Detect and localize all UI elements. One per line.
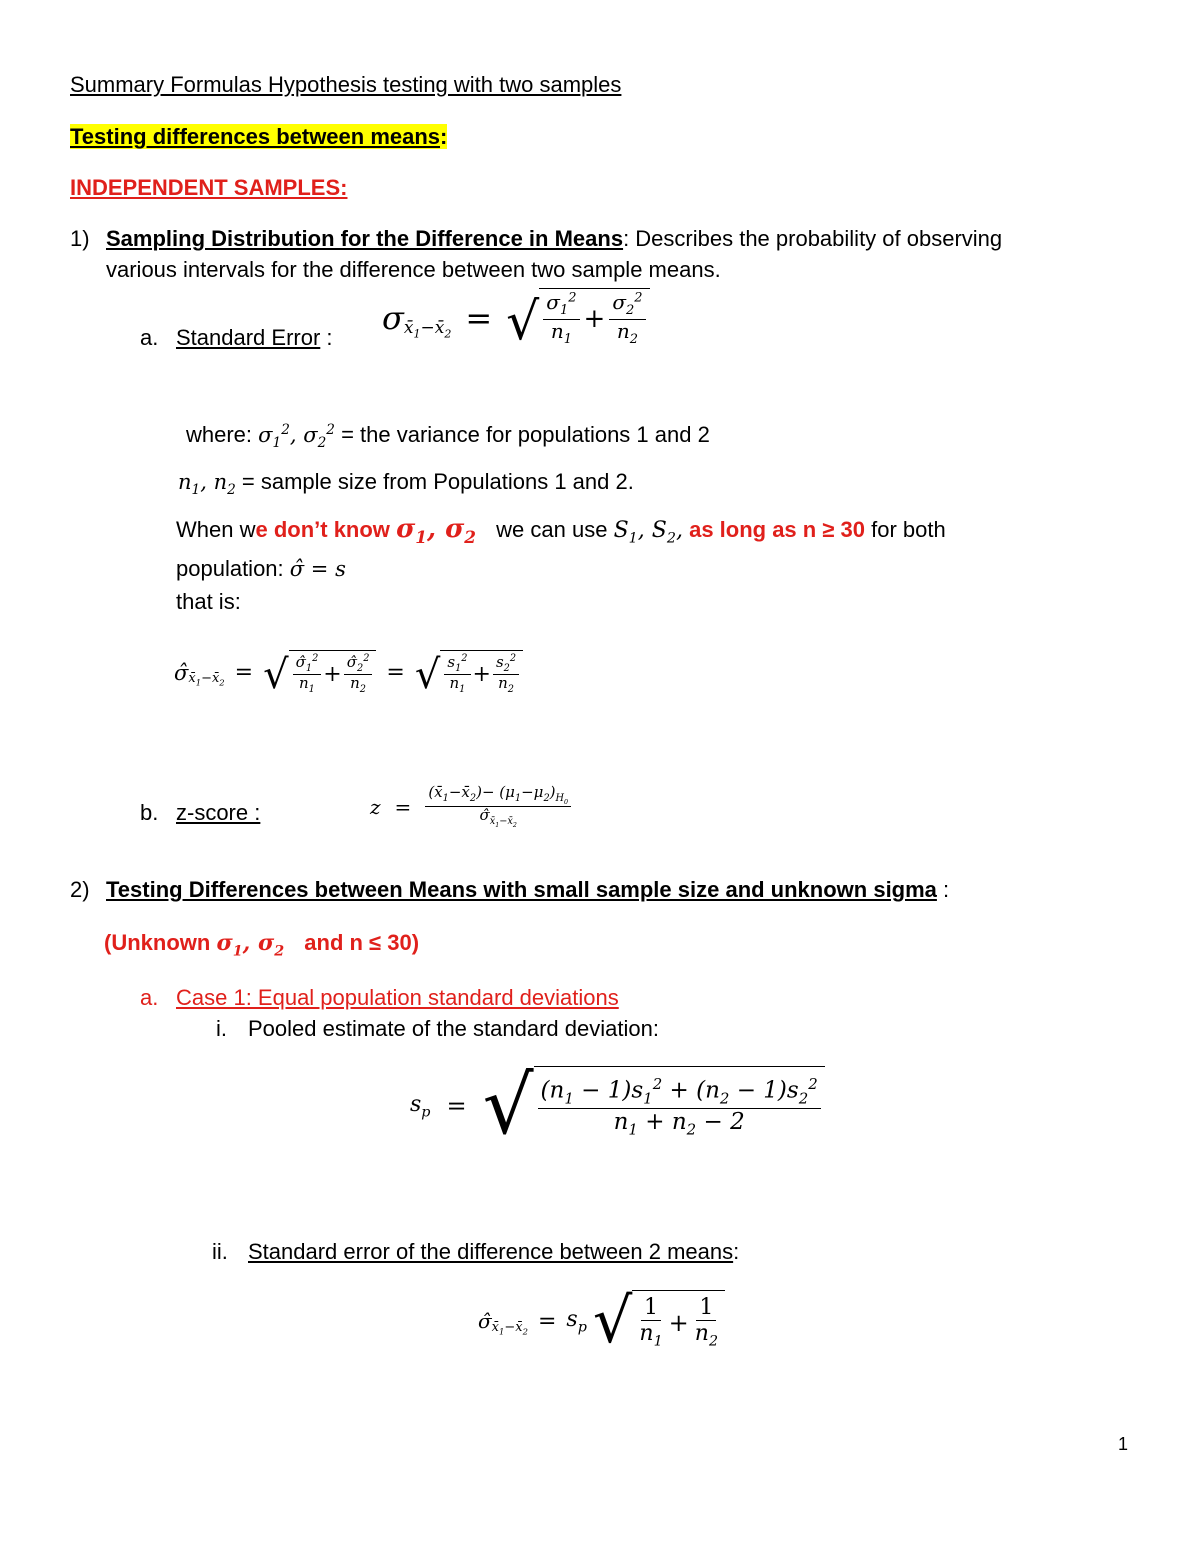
estimated-standard-error-formula: σ̂ $x̄_1-x̄_2$ = √ $\frac{\sigmâ_1^2}{n_1}$ + $\frac{\sigmâ_2^2}{n_2}$ = √ $\frac{s_1^2}{n_1}$ + $\frac{s_2^2}{n_2}$ bbox=[174, 650, 523, 695]
standard-error-diff-line: Standard error of the difference between 2 means: bbox=[248, 1239, 740, 1264]
pooled-sd-formula: $s_p$ = √ $\frac{(n_1 - 1)s_1^2 + (n_2 - 1)s_2^2}{n_1 + n_2 - 2}$ bbox=[410, 1066, 825, 1146]
that-is-line: that is: bbox=[176, 589, 241, 614]
where-n-line: $n_1$, $n_2$ = sample size from Populations 1 and 2. bbox=[178, 469, 634, 499]
item1-number: 1) bbox=[70, 226, 90, 251]
where-variance-line: where: $\sigma_1^2$, $\sigma_2^2$ = the variance for populations 1 and 2 bbox=[186, 422, 710, 452]
standard-error-formula: σ $x̄_1-x̄_2$ = √ $\frac{\sigma_1^2}{n_1}$ + $\frac{\sigma_2^2}{n_2}$ bbox=[382, 288, 650, 348]
item1-title: Sampling Distribution for the Difference in Means bbox=[106, 226, 624, 251]
page-number: 1 bbox=[1118, 1434, 1129, 1454]
standard-error-title: Standard Error bbox=[176, 325, 321, 350]
z-score-title: z-score : bbox=[176, 800, 261, 825]
pooled-standard-error-formula: σ̂ $x̄_1-x̄_2$ = $s_p$ √ $\frac{1}{n_1}$ + $\frac{1}{n_2}$ bbox=[478, 1290, 725, 1352]
item1-line2: various intervals for the difference between two sample means. bbox=[106, 257, 721, 282]
population-line: population: σ̂ = s bbox=[176, 556, 346, 581]
item2-title: Testing Differences between Means with small sample size and unknown sigma bbox=[106, 877, 937, 902]
item2-title-line: Testing Differences between Means with small sample size and unknown sigma : bbox=[106, 877, 950, 902]
when-line: When we don’t know $\sigma_1$, $\sigma_2$ we can use $S_1$, $S_2$, as long as n ≥ 30 for both bbox=[176, 514, 946, 548]
page-title-text: Summary Formulas Hypothesis testing with two samples bbox=[70, 72, 622, 97]
item1a-label: a. bbox=[140, 325, 159, 350]
case1-title: Case 1: Equal population standard deviations bbox=[176, 985, 619, 1010]
item2-i-label: i. bbox=[216, 1016, 227, 1041]
section-heading: Testing differences between means: bbox=[70, 124, 448, 149]
section-heading-text: Testing differences between means bbox=[70, 124, 441, 149]
case1-label: a. bbox=[140, 985, 159, 1010]
item1-line1 bbox=[106, 226, 1002, 252]
standard-error-diff-text: Standard error of the difference between 2 means bbox=[248, 1239, 734, 1264]
item2-ii-label: ii. bbox=[212, 1239, 228, 1264]
item1a-heading: Standard Error : bbox=[176, 325, 333, 350]
item2-number: 2) bbox=[70, 877, 90, 902]
page-title bbox=[70, 72, 621, 98]
z-score-formula: z = $\frac{(x̄_1-x̄_2)- (\mu_1-\mu_2)_{H_0}}{\sigmâ_{x̄_1-x̄_2}}$ bbox=[370, 784, 571, 829]
pooled-estimate-text: Pooled estimate of the standard deviation: bbox=[248, 1016, 659, 1041]
item1-description: : Describes the probability of observing bbox=[623, 226, 1003, 251]
independent-samples-heading: INDEPENDENT SAMPLES: bbox=[70, 175, 348, 200]
item1b-label: b. bbox=[140, 800, 159, 825]
unknown-sigma-line: (Unknown $\sigma_1$, $\sigma_2$ and n ≤ 30) bbox=[104, 930, 420, 960]
